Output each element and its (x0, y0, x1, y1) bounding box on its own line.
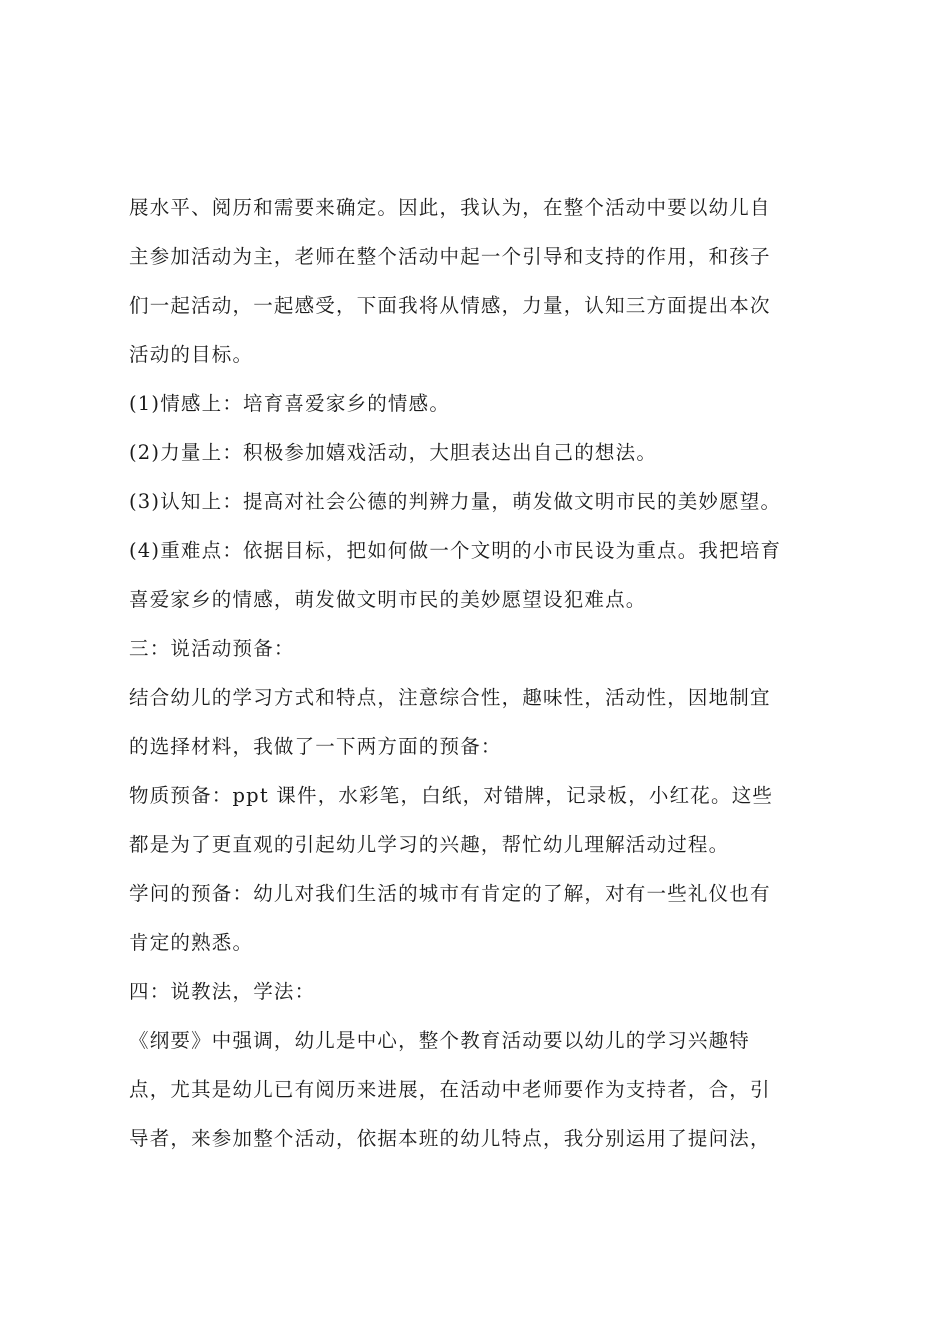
section-heading: 三：说活动预备： (129, 637, 295, 660)
text-line: 点，尤其是幼儿已有阅历来进展，在活动中老师要作为支持者，合，引 (129, 1078, 771, 1101)
section-heading: 四：说教法，学法： (129, 980, 316, 1003)
text-line: 的选择材料，我做了一下两方面的预备： (129, 735, 502, 758)
text-line: 《纲要》中强调，幼儿是中心，整个教育活动要以幼儿的学习兴趣特 (129, 1029, 751, 1052)
text-line: 肯定的熟悉。 (129, 931, 254, 954)
text-line: 喜爱家乡的情感，萌发做文明市民的美妙愿望设犯难点。 (129, 588, 647, 611)
text-line: 们一起活动，一起感受，下面我将从情感，力量，认知三方面提出本次 (129, 294, 771, 317)
text-line: (3)认知上：提高对社会公德的判辨力量，萌发做文明市民的美妙愿望。 (129, 490, 782, 513)
text-line: 学问的预备：幼儿对我们生活的城市有肯定的了解，对有一些礼仪也有 (129, 882, 771, 905)
document-body (129, 191, 834, 1171)
text-line: (2)力量上：积极参加嬉戏活动，大胆表达出自己的想法。 (129, 441, 658, 464)
text-line: 展水平、阅历和需要来确定。因此，我认为，在整个活动中要以幼儿自 (129, 196, 771, 219)
text-line: (4)重难点：依据目标，把如何做一个文明的小市民设为重点。我把培育 (129, 539, 782, 562)
text-line: 主参加活动为主，老师在整个活动中起一个引导和支持的作用，和孩子 (129, 245, 771, 268)
text-line: 结合幼儿的学习方式和特点，注意综合性，趣味性，活动性，因地制宜 (129, 686, 771, 709)
text-line: 物质预备：ppt 课件，水彩笔，白纸，对错牌，记录板，小红花。这些 (129, 784, 774, 807)
text-line: 导者，来参加整个活动，依据本班的幼儿特点，我分别运用了提问法， (129, 1127, 771, 1150)
text-line: (1)情感上：培育喜爱家乡的情感。 (129, 392, 451, 415)
text-line: 活动的目标。 (129, 343, 254, 366)
text-line: 都是为了更直观的引起幼儿学习的兴趣，帮忙幼儿理解活动过程。 (129, 833, 730, 856)
